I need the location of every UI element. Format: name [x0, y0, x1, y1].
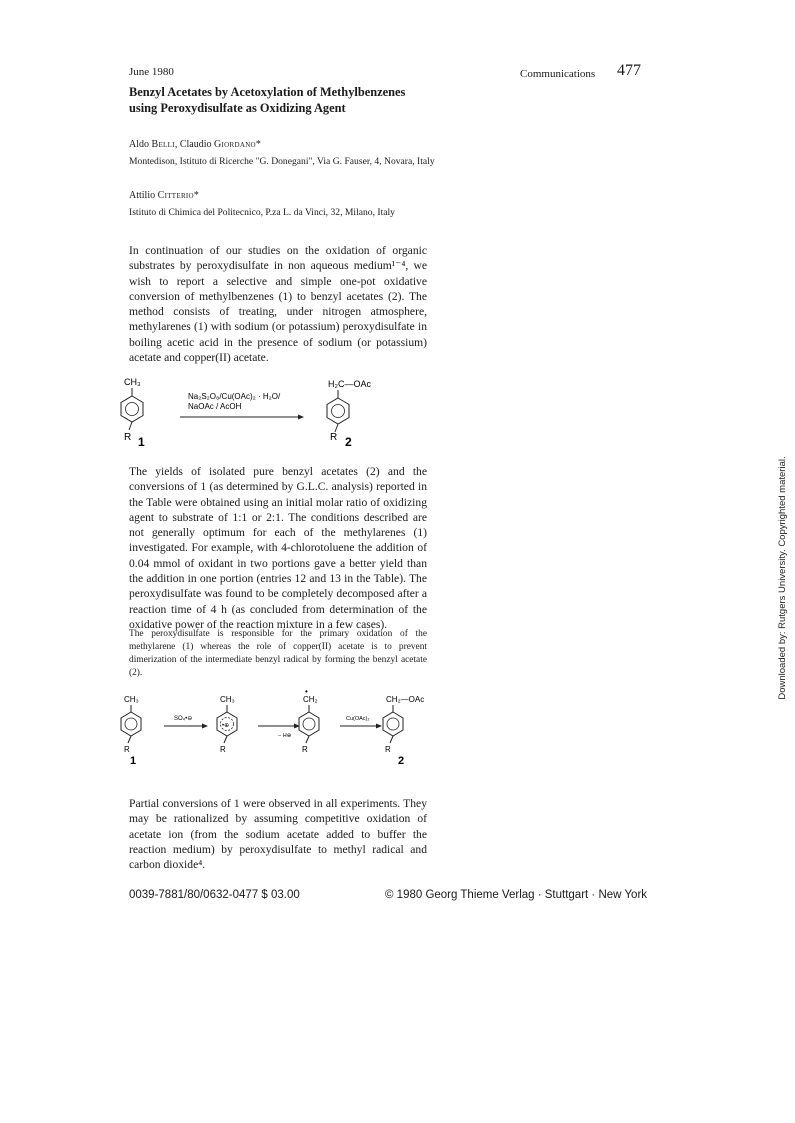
benzene-ring-icon — [383, 712, 403, 736]
footer-code: 0039-7881/80/0632-0477 $ 03.00 — [129, 889, 300, 901]
benzene-ring-icon — [299, 712, 319, 736]
scheme2-substituent-3: R — [302, 745, 308, 754]
scheme2-group-3: CH₂ — [303, 695, 318, 704]
scheme1-substituent-2: R — [330, 432, 338, 443]
scheme2-group-1: CH₃ — [124, 695, 139, 704]
scheme1-label-1: 1 — [138, 435, 145, 449]
affiliation-2: Istituto di Chimica del Politecnico, P.za L. da Vinci, 32, Milano, Italy — [129, 207, 395, 218]
reaction-scheme-2 — [118, 690, 438, 778]
header-date: June 1980 — [129, 66, 174, 78]
page-number: 477 — [617, 62, 641, 79]
benzene-ring-icon — [327, 398, 349, 424]
footer-copyright: © 1980 Georg Thieme Verlag · Stuttgart · New York — [385, 889, 648, 901]
header-journal: Communications — [520, 68, 596, 80]
side-watermark — [775, 428, 789, 728]
scheme1-reagents-1: Na₂S₂O₈/Cu(OAc)₂ · H₂O/ — [188, 392, 281, 401]
scheme2-substituent-1: R — [124, 745, 130, 754]
side-watermark-text: Downloaded by: Rutgers University. Copyrighted material. — [777, 456, 788, 700]
scheme2-group-2: CH₃ — [220, 695, 235, 704]
scheme2-label-2: 2 — [398, 755, 405, 767]
authors-line-1 — [129, 139, 261, 150]
author-1-first: Aldo — [129, 139, 152, 150]
author-3-first: Attilio — [129, 190, 158, 201]
paragraph-2: The yields of isolated pure benzyl acetates (2) and the conversions of 1 (as determined by G.L.C. analysis) reported in the Table were obtained using an initial molar ratio of oxidizing agent to substrate of 1:1 or 2:1. The conditions described are not generally optimum for each of the methylarenes (1) investigated. For example, with 4-chlorotoluene the addition of 0.04 mmol of oxidant in two portions gave a better yield than the addition in one portion (entries 12 and 13 in the Table). The peroxydisulfate was found to be completely decomposed after a reaction time of 4 h (as concluded from determination of the oxidative power of the reaction mixture in a few cases). — [129, 465, 427, 631]
authors-line-2 — [129, 190, 199, 201]
benzene-ring-icon — [121, 396, 143, 422]
benzene-ring-icon — [121, 712, 141, 736]
radical-dot-icon: • — [305, 690, 308, 696]
article-title: Benzyl Acetates by Acetoxylation of Methylbenzenes using Peroxydisulfate as Oxidizing Agent — [129, 85, 406, 115]
scheme1-product-group: H₂C—OAc — [328, 379, 371, 389]
author-3-last: Citterio — [157, 190, 194, 201]
paragraph-3: The peroxydisulfate is responsible for the primary oxidation of the methylarene (1) whereas the role of copper(II) acetate is to prevent dimerization of the intermediate benzyl radical by forming the benzyl acetate (2). — [129, 629, 427, 678]
scheme2-label-1: 1 — [130, 755, 137, 767]
scheme2-substituent-2: R — [220, 745, 226, 754]
scheme1-label-2: 2 — [345, 435, 352, 449]
affiliation-1: Montedison, Istituto di Ricerche "G. Donegani", Via G. Fauser, 4, Novara, Italy — [129, 156, 435, 167]
radical-cation-icon: •⊕ — [222, 723, 230, 729]
scheme1-substituent-1: R — [124, 432, 132, 443]
author-2-last: Giordano — [214, 139, 256, 150]
scheme2-group-4: CH₂—OAc — [386, 695, 425, 704]
paragraph-1: In continuation of our studies on the oxidation of organic substrates by peroxydisulfate in non aqueous medium¹⁻⁴, we wish to report a selective and simple one-pot oxidative conversion of methylbenzenes (1) to benzyl acetates (2). The method consists of treating, under nitrogen atmosphere, methylarenes (1) with sodium (or potassium) peroxydisulfate in boiling acetic acid in the presence of sodium (or potassium) acetate and copper(II) acetate. — [129, 244, 427, 365]
reaction-scheme-1 — [118, 372, 398, 454]
author-separator: , Claudio — [174, 139, 215, 150]
scheme2-reagent-1: SO₄•⊖ — [174, 716, 193, 722]
paragraph-4: Partial conversions of 1 were observed in all experiments. They may be rationalized by assuming competitive oxidation of acetate ion (from the sodium acetate added to buffer the reaction medium) by peroxydisulfate to methyl radical and carbon dioxide⁴. — [129, 797, 427, 872]
author-star: * — [255, 139, 261, 150]
author-1-last: Belli — [151, 139, 175, 150]
scheme1-reagents-2: NaOAc / AcOH — [188, 402, 242, 411]
scheme2-reagent-2: − H⊕ — [278, 733, 292, 739]
scheme2-substituent-4: R — [385, 745, 391, 754]
author-3-star: * — [193, 190, 199, 201]
scheme2-reagent-3: Cu(OAc)₂ — [346, 716, 370, 722]
scheme1-reactant-group: CH₃ — [124, 377, 141, 387]
